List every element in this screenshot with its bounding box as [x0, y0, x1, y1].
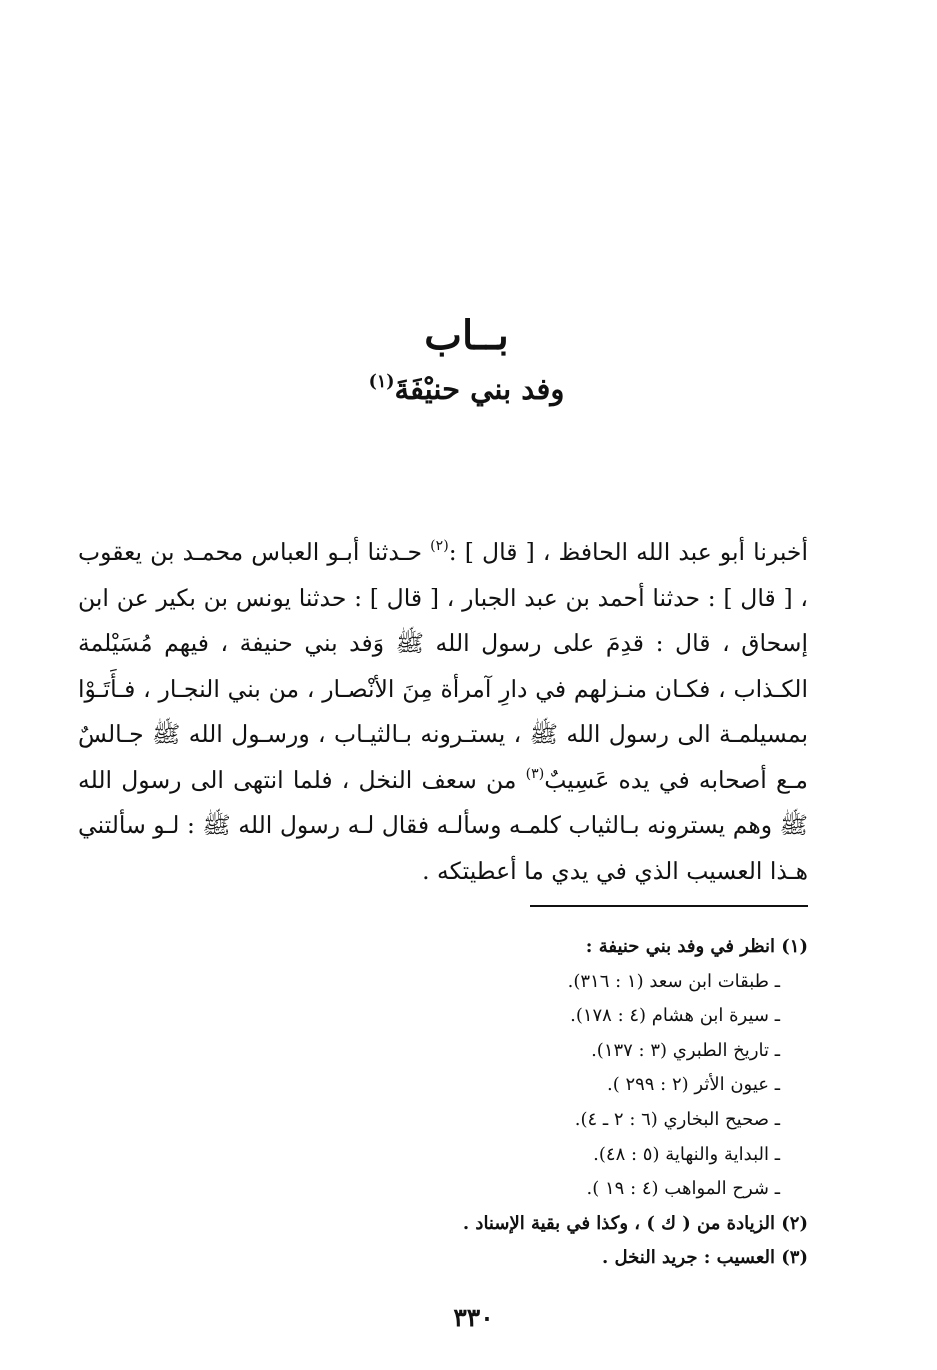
page-number: ٣٣٠ — [453, 1303, 494, 1332]
chapter-title-text: وفد بني حنيْفَةَ — [394, 372, 565, 406]
footnote-1-heading: (١) انظر في وفد بني حنيفة : — [585, 936, 808, 957]
footnote-1-source: ـ البداية والنهاية (٥ : ٤٨). — [593, 1143, 780, 1165]
footnote-1-source: ـ سيرة ابن هشام (٤ : ١٧٨). — [570, 1005, 780, 1027]
footnote-separator — [530, 905, 808, 907]
main-paragraph — [78, 530, 808, 894]
main-text — [78, 530, 808, 894]
main-text-part-3: من سعف النخل ، فلما انتهى الى رسول الله ﷺ وهم يسترونه بـالثياب كلمـه وسألـه فقال لـه رسول الله ﷺ : لـو سألتني هـذا العسيب الذي في يدي ما أعطيتكه . — [78, 765, 808, 885]
footnote-3: (٣) العسيب : جريد النخل . — [602, 1247, 808, 1269]
chapter-label: بــاب — [424, 312, 509, 359]
main-text-part-2: حـدثنا أبـو العباس محمـد بن يعقوب ، [ قال ] : حدثنا أحمد بن عبد الجبار ، [ قال ] : حدثنا يونس بن بكير عن ابن إسحاق ، قال : قدِمَ على رسول الله ﷺ وَفد بني حنيفة ، فيهم مُسَيْلمة الكـذاب ، فكـان منـزلهم في دارِ آمرأة مِنَ الأنْصـار ، من بني النجـار ، فـأَتَـوْا بمسيلمـة الى رسول الله ﷺ ، يستـرونه بـالثيـاب ، ورسـول الله ﷺ جـالسٌ مـع أصحابه في يده عَسِيبٌ — [78, 538, 808, 794]
footnote-marker-3: (٣) — [525, 765, 545, 782]
footnote-1-source: ـ شرح المواهب (٤ : ١٩ ). — [586, 1178, 780, 1200]
footnote-1-source: ـ صحيح البخاري (٦ : ٢ ـ ٤). — [574, 1108, 780, 1130]
main-text-part-1: أخبرنا أبو عبد الله الحافظ ، [ قال ] : — [448, 538, 808, 566]
footnotes — [380, 930, 808, 1276]
footnote-1-source: ـ طبقات ابن سعد (١ : ٣١٦). — [567, 970, 780, 992]
footnote-1-source: ـ عيون الأثر (٢ : ٢٩٩ ). — [606, 1074, 780, 1096]
footnote-marker-2: (٢) — [430, 538, 449, 555]
footnote-1-source: ـ تاريخ الطبري (٣ : ١٣٧). — [591, 1039, 780, 1061]
footnote-marker-1: (١) — [368, 371, 395, 392]
footnote-2: (٢) الزيادة من ( ك ) ، وكذا في بقية الإسناد . — [462, 1212, 808, 1234]
chapter-title — [0, 372, 935, 406]
